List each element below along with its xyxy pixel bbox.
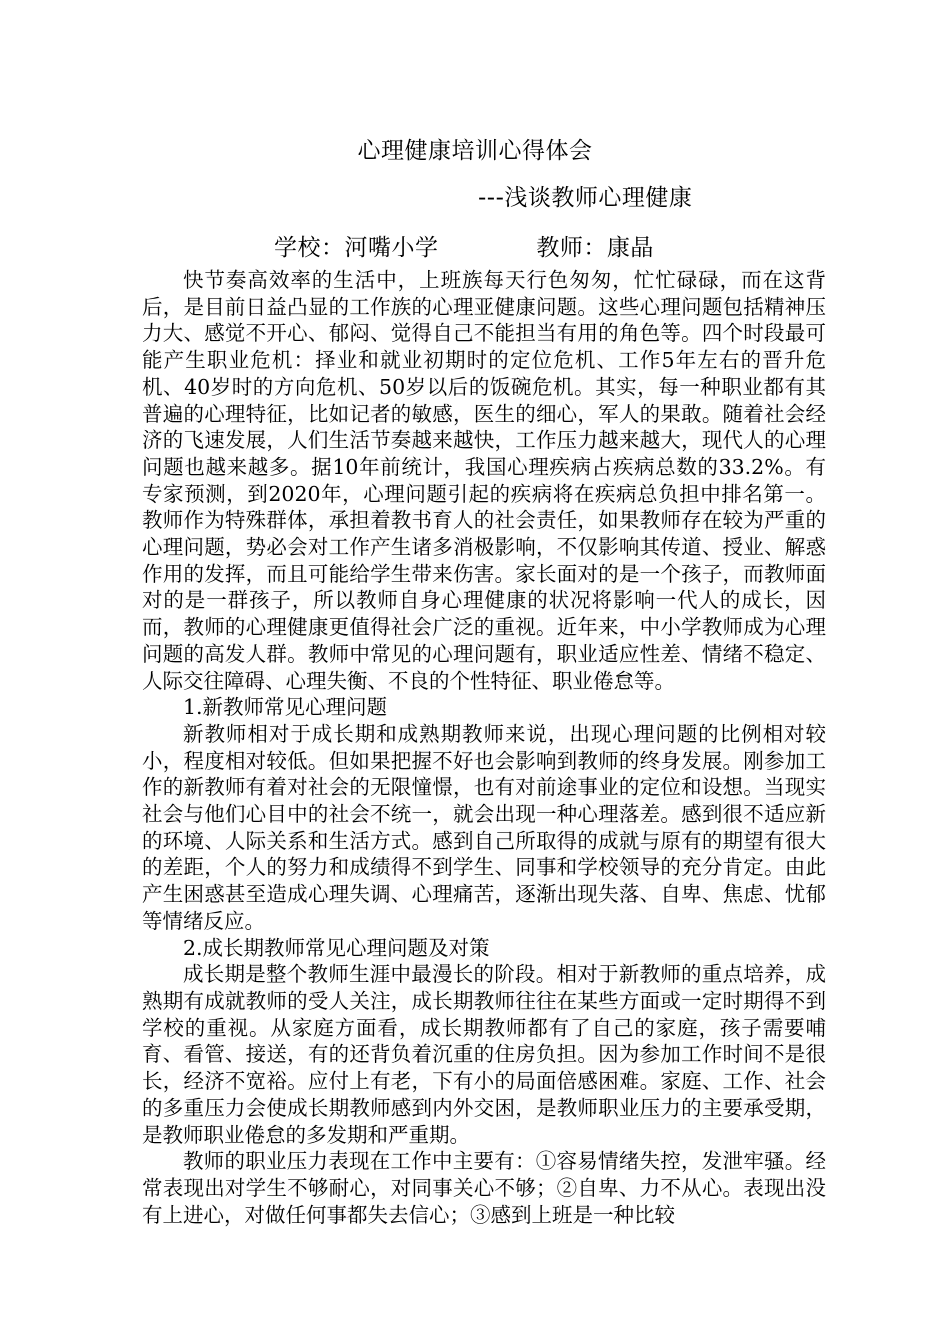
section-heading-2: 2.成长期教师常见心理问题及对策 bbox=[183, 935, 490, 960]
paragraph-growth-period: 成长期是整个教师生涯中最漫长的阶段。相对于新教师的重点培养，成熟期有成就教师的受人关注，成长期教师往往在某些方面或一定时期得不到学校的重视。从家庭方面看，成长期教师都有了自己的家庭，孩子需要哺育、看管、接送，有的还背负着沉重的住房负担。因为参加工作时间不是很长，经济不宽裕。应付上有老，下有小的局面倍感困难。家庭、工作、社会的多重压力会使成长期教师感到内外交困，是教师职业压力的主要承受期，是教师职业倦怠的多发期和严重期。 bbox=[142, 962, 826, 1147]
document-title: 心理健康培训心得体会 bbox=[357, 138, 593, 164]
paragraph-intro: 快节奏高效率的生活中，上班族每天行色匆匆，忙忙碌碌，而在这背后，是目前日益凸显的工作族的心理亚健康问题。这些心理问题包括精神压力大、感觉不开心、郁闷、觉得自己不能担当有用的角色等。四个时段最可能产生职业危机：择业和就业初期时的定位危机、工作5年左右的晋升危机、40岁时的方向危机、50岁以后的饭碗危机。其实，每一种职业都有其普遍的心理特征，比如记者的敏感，医生的细心，军人的果敢。随着社会经济的飞速发展，人们生活节奏越来越快，工作压力越来越大，现代人的心理问题也越来越多。据10年前统计，我国心理疾病占疾病总数的33.2%。有专家预测，到2020年，心理问题引起的疾病将在疾病总负担中排名第一。教师作为特殊群体，承担着教书育人的社会责任，如果教师存在较为严重的心理问题，势必会对工作产生诸多消极影响，不仅影响其传道、授业、解惑作用的发挥，而且可能给学生带来伤害。家长面对的是一个孩子，而教师面对的是一群孩子，所以教师自身心理健康的状况将影响一代人的成长，因而，教师的心理健康更值得社会广泛的重视。近年来，中小学教师成为心理问题的高发人群。教师中常见的心理问题有，职业适应性差、情绪不稳定、人际交往障碍、心理失衡、不良的个性特征、职业倦怠等。 bbox=[142, 268, 826, 693]
school-label: 学校：河嘴小学 bbox=[274, 235, 439, 261]
paragraph-new-teachers: 新教师相对于成长期和成熟期教师来说，出现心理问题的比例相对较小，程度相对较低。但如果把握不好也会影响到教师的终身发展。刚参加工作的新教师有着对社会的无限憧憬，也有对前途事业的定位和设想。当现实社会与他们心目中的社会不统一，就会出现一种心理落差。感到很不适应新的环境、人际关系和生活方式。感到自己所取得的成就与原有的期望有很大的差距，个人的努力和成绩得不到学生、同事和学校领导的充分肯定。由此产生困惑甚至造成心理失调、心理痛苦，逐渐出现失落、自卑、焦虑、忧郁等情绪反应。 bbox=[142, 721, 826, 933]
teacher-label: 教师：康晶 bbox=[536, 235, 654, 261]
paragraph-work-pressure: 教师的职业压力表现在工作中主要有：①容易情绪失控，发泄牢骚。经常表现出对学生不够耐心，对同事关心不够；②自卑、力不从心。表现出没有上进心，对做任何事都失去信心；③感到上班是一种比较 bbox=[142, 1149, 826, 1227]
document-subtitle: ---浅谈教师心理健康 bbox=[478, 185, 693, 211]
author-line bbox=[274, 233, 654, 263]
document-body bbox=[142, 267, 826, 1228]
section-heading-1: 1.新教师常见心理问题 bbox=[183, 695, 388, 720]
